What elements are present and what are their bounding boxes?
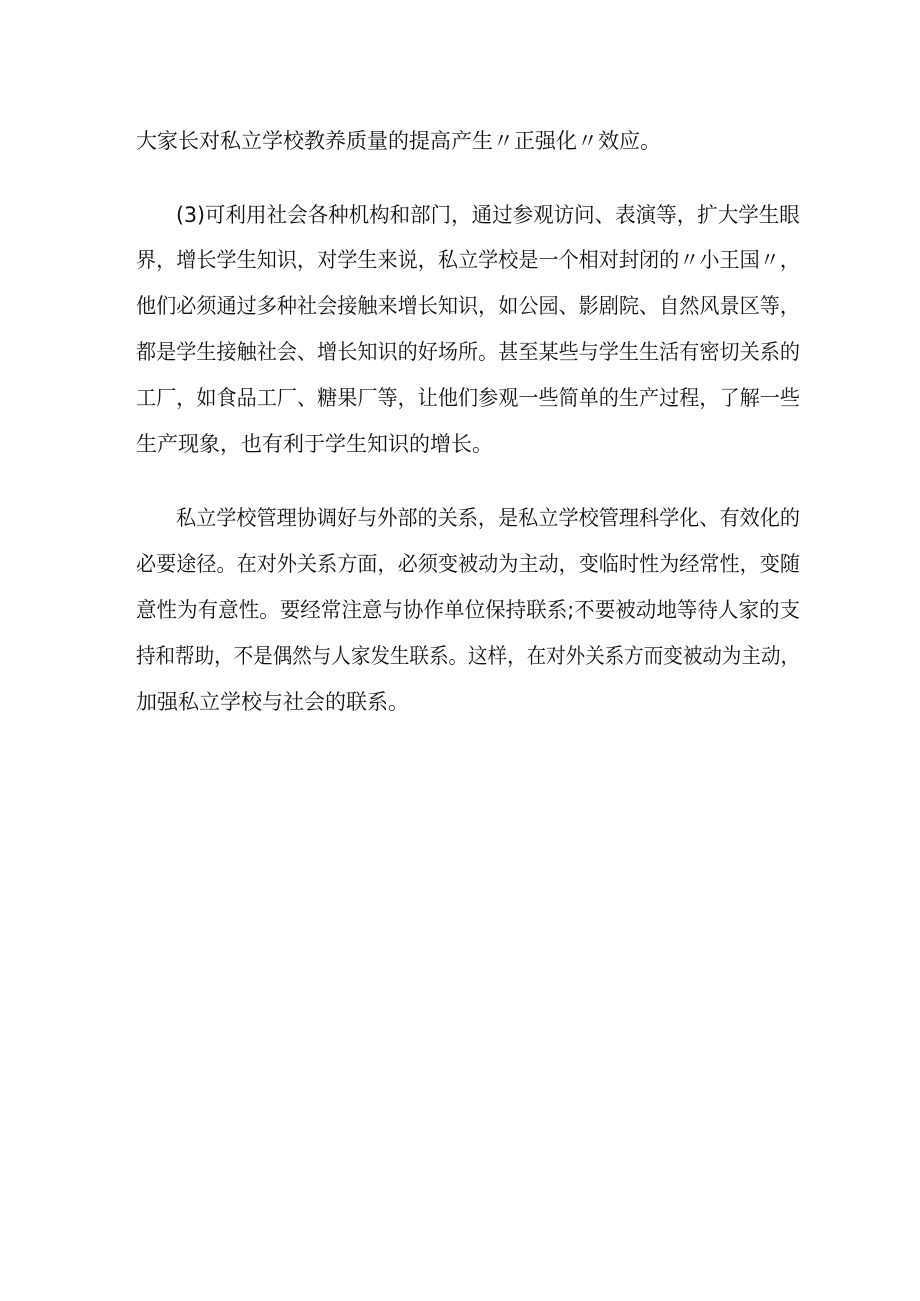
paragraph-3-line-2: 必要途径。在对外关系方面，必须变被动为主动，变临时性为经常性，变随: [136, 552, 801, 576]
paragraph-2-line-5: 工厂，如食品工厂、糖果厂等，让他们参观一些简单的生产过程，了解一些: [136, 386, 801, 410]
paragraph-3-line-4: 持和帮助，不是偶然与人家发生联系。这样，在对外关系方而变被动为主动，: [136, 644, 801, 668]
paragraph-2-line-6: 生产现象，也有利于学生知识的增长。: [136, 432, 493, 456]
paragraph-2-line-3: 他们必须通过多种社会接触来增长知识，如公园、影剧院、自然风景区等，: [136, 294, 801, 318]
paragraph-2-line-4: 都是学生接触社会、增长知识的好场所。甚至某些与学生生活有密切关系的: [136, 340, 801, 364]
paragraph-3-line-5: 加强私立学校与社会的联系。: [136, 690, 409, 714]
paragraph-3-line-3: 意性为有意性。要经常注意与协作单位保持联系;不要被动地等待人家的支: [136, 598, 801, 622]
paragraph-2-line-1: (3)可利用社会各种机构和部门，通过参观访问、表演等，扩大学生眼: [176, 203, 800, 227]
paragraph-1-line-1: 大家长对私立学校教养质量的提高产生〃正强化〃效应。: [136, 129, 661, 153]
paragraph-2-line-2: 界，增长学生知识，对学生来说，私立学校是一个相对封闭的〃小王国〃，: [136, 248, 801, 272]
paragraph-3-line-1: 私立学校管理协调好与外部的关系，是私立学校管理科学化、有效化的: [176, 506, 800, 530]
